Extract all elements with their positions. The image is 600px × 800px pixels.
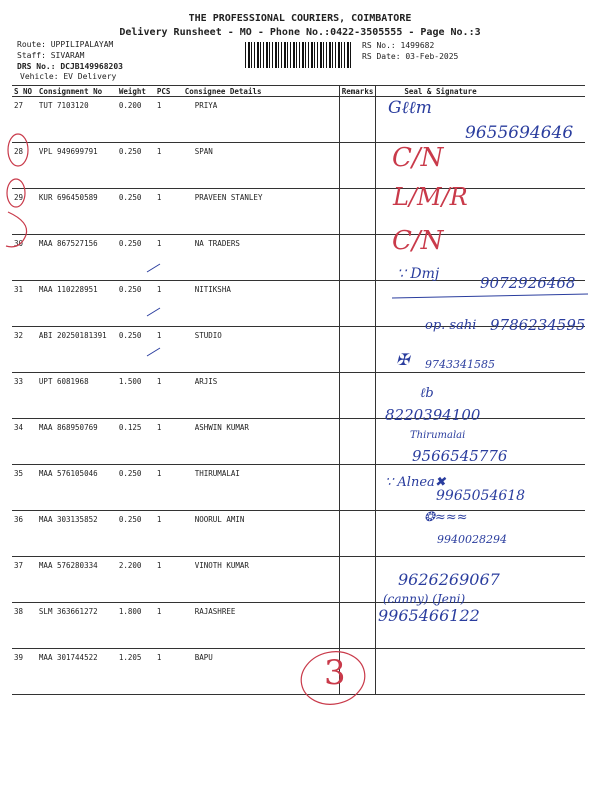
tick-mark-31 — [147, 264, 160, 272]
hw-note-r28: C/N — [392, 143, 444, 173]
cell-pcs: 1 — [155, 511, 183, 557]
runsheet-title: Delivery Runsheet - MO - Phone No.:0422-3505555 - Page No.:3 — [119, 27, 481, 38]
cell-sno: 34 — [12, 419, 37, 465]
cell-pcs: 1 — [155, 235, 183, 281]
cell-consignee: ARJIS — [183, 373, 340, 419]
cell-consignment: ABI 20250181391 — [37, 327, 117, 373]
vehicle-value: EV Delivery — [63, 72, 117, 81]
rs-date-value: 03-Feb-2025 — [405, 52, 459, 61]
route-label: Route: — [17, 40, 46, 49]
hw-note-r30: C/N — [392, 226, 444, 256]
cell-sno: 37 — [12, 557, 37, 603]
cell-sno: 36 — [12, 511, 37, 557]
hw-phone-r27: 9655694646 — [465, 123, 574, 143]
cell-consignee: NITIKSHA — [183, 281, 340, 327]
staff-label: Staff: — [17, 51, 46, 60]
cell-consignment: MAA 110228951 — [37, 281, 117, 327]
cell-consignment: KUR 696450589 — [37, 189, 117, 235]
hw-phone-r38: 9626269067 — [398, 570, 500, 589]
tick-mark-32 — [147, 308, 160, 316]
hw-phone-r31: 9072926468 — [480, 274, 576, 292]
cell-consignment: MAA 576105046 — [37, 465, 117, 511]
signature-r37: ❂≈≈≈ — [424, 510, 468, 525]
cell-consignee: THIRUMALAI — [183, 465, 340, 511]
cell-weight: 0.250 — [117, 511, 155, 557]
cell-consignee: VINOTH KUMAR — [183, 557, 340, 603]
cell-weight: 2.200 — [117, 557, 155, 603]
cell-weight: 1.205 — [117, 649, 155, 695]
col-pcs: PCS — [155, 86, 183, 97]
cell-consignment: UPT 6081968 — [37, 373, 117, 419]
tick-mark-33 — [147, 348, 160, 356]
cell-consignee: STUDIO — [183, 327, 340, 373]
hw-name-r35: Thirumalai — [410, 430, 466, 441]
drs-label: DRS No.: — [17, 62, 56, 71]
rs-date-label: RS Date: — [362, 52, 401, 61]
cell-pcs: 1 — [155, 373, 183, 419]
drs-value: DCJB149968203 — [60, 62, 123, 71]
cell-sno: 35 — [12, 465, 37, 511]
cell-sno: 33 — [12, 373, 37, 419]
cell-weight: 1.800 — [117, 603, 155, 649]
route-value: UPPILIPALAYAM — [50, 40, 114, 49]
cell-pcs: 1 — [155, 143, 183, 189]
signature-r27: Gℓℓm — [388, 98, 432, 118]
cell-weight: 0.250 — [117, 143, 155, 189]
cell-sno: 30 — [12, 235, 37, 281]
cell-consignee: RAJASHREE — [183, 603, 340, 649]
hw-phone-r34: 8220394100 — [385, 406, 481, 424]
cell-sno: 29 — [12, 189, 37, 235]
page-number-mark: 3 — [324, 653, 346, 693]
cell-sno: 39 — [12, 649, 37, 695]
underline-31 — [392, 294, 588, 298]
rs-no-value: 1499682 — [400, 41, 435, 50]
cell-consignment: VPL 949699791 — [37, 143, 117, 189]
cell-pcs: 1 — [155, 419, 183, 465]
cell-consignment: MAA 576280334 — [37, 557, 117, 603]
cell-consignee: PRIYA — [183, 97, 340, 143]
signature-r36: ∵ Alnea✖ — [385, 475, 446, 490]
cell-sno: 31 — [12, 281, 37, 327]
cell-consignment: TUT 7103120 — [37, 97, 117, 143]
signature-r31: ∵ Dmj — [397, 266, 440, 282]
col-weight: Weight — [117, 86, 155, 97]
cell-sno: 32 — [12, 327, 37, 373]
cell-pcs: 1 — [155, 281, 183, 327]
cell-pcs: 1 — [155, 189, 183, 235]
cell-weight: 0.250 — [117, 235, 155, 281]
hw-name-r39: (canny) (Jeni) — [383, 592, 466, 606]
hw-phone-r36: 9965054618 — [436, 488, 526, 504]
rs-no-label: RS No.: — [362, 41, 396, 50]
cell-sno: 38 — [12, 603, 37, 649]
col-remarks: Remarks — [339, 86, 376, 97]
col-seal-signature: Seal & Signature — [376, 86, 585, 97]
vehicle-label: Vehicle: — [20, 72, 59, 81]
cell-consignment: SLM 363661272 — [37, 603, 117, 649]
cell-consignment: MAA 867527156 — [37, 235, 117, 281]
cell-pcs: 1 — [155, 465, 183, 511]
cell-consignee: SPAN — [183, 143, 340, 189]
cell-consignee: NOORUL AMIN — [183, 511, 340, 557]
cell-consignee: NA TRADERS — [183, 235, 340, 281]
red-bracket-30 — [6, 212, 27, 247]
cell-weight: 0.250 — [117, 189, 155, 235]
hw-phone-r33: 9743341585 — [425, 358, 495, 371]
cell-weight: 0.250 — [117, 327, 155, 373]
cell-consignee: BAPU — [183, 649, 340, 695]
hw-phone-r37: 9940028294 — [437, 533, 507, 546]
cell-consignment: MAA 868950769 — [37, 419, 117, 465]
cell-weight: 0.250 — [117, 281, 155, 327]
company-title: THE PROFESSIONAL COURIERS, COIMBATORE — [188, 13, 412, 24]
signature-r33: ✠ — [396, 350, 410, 369]
red-circle-28 — [8, 134, 28, 166]
red-circle-29 — [7, 179, 25, 207]
cell-weight: 0.125 — [117, 419, 155, 465]
cell-consignment: MAA 303135852 — [37, 511, 117, 557]
hw-phone-r39: 9965466122 — [378, 606, 480, 625]
cell-sno: 28 — [12, 143, 37, 189]
cell-pcs: 1 — [155, 649, 183, 695]
col-consignee: Consignee Details — [183, 86, 340, 97]
hw-name-r32: op. sahi — [425, 318, 477, 333]
page-circle — [296, 646, 369, 710]
cell-sno: 27 — [12, 97, 37, 143]
cell-weight: 0.200 — [117, 97, 155, 143]
hw-phone-r35: 9566545776 — [412, 447, 508, 465]
cell-pcs: 1 — [155, 97, 183, 143]
cell-weight: 1.500 — [117, 373, 155, 419]
cell-pcs: 1 — [155, 327, 183, 373]
col-consignment: Consignment No — [37, 86, 117, 97]
signature-r34: ℓb — [420, 386, 434, 401]
hw-note-r29: L/M/R — [393, 183, 468, 211]
cell-weight: 0.250 — [117, 465, 155, 511]
cell-consignment: MAA 301744522 — [37, 649, 117, 695]
cell-consignee: PRAVEEN STANLEY — [183, 189, 340, 235]
col-sno: S NO — [12, 86, 37, 97]
cell-consignee: ASHWIN KUMAR — [183, 419, 340, 465]
cell-pcs: 1 — [155, 603, 183, 649]
cell-pcs: 1 — [155, 557, 183, 603]
staff-value: SIVARAM — [50, 51, 85, 60]
hw-phone-r32: 9786234595 — [490, 316, 586, 334]
